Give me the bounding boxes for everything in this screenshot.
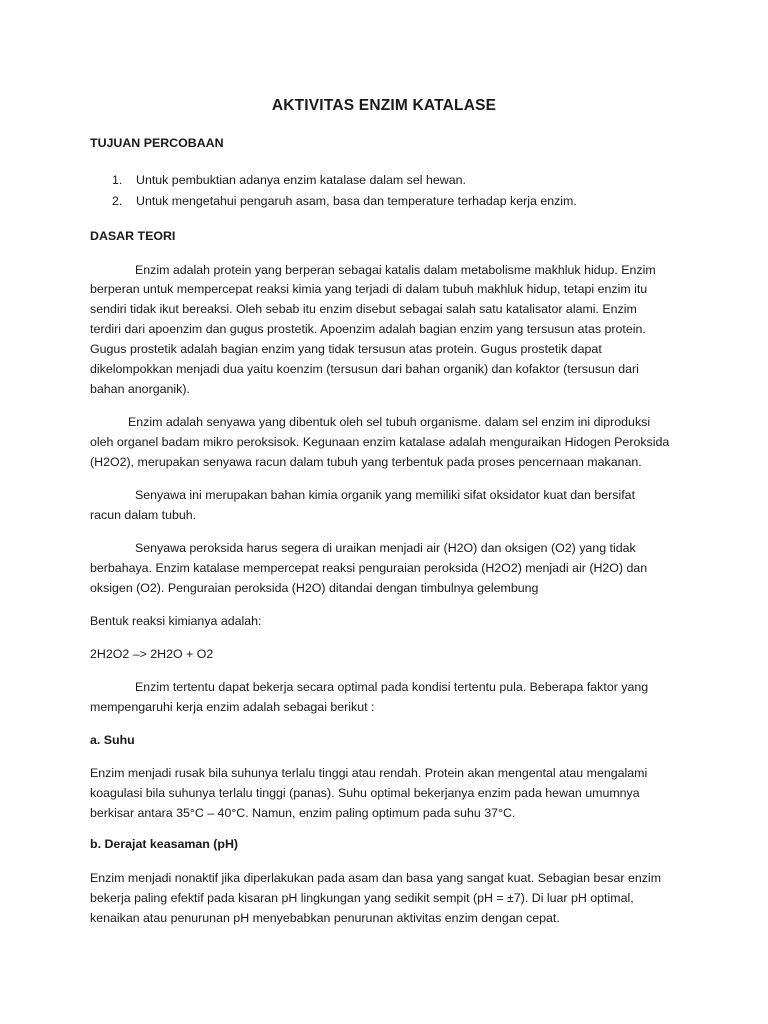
paragraph-line: berkisar antara 35°C – 40°C. Namun, enzim paling optimum pada suhu 37°C.: [90, 806, 516, 820]
paragraph-line: Enzim menjadi rusak bila suhunya terlalu tinggi atau rendah. Protein akan mengental atau mengalami: [90, 766, 648, 780]
paragraph-line: Enzim adalah senyawa yang dibentuk oleh sel tubuh organisme. dalam sel enzim ini diproduksi: [128, 415, 651, 429]
paragraph-line: Senyawa ini merupakan bahan kimia organik yang memiliki sifat oksidator kuat dan bersifat: [135, 488, 636, 502]
paragraph-line: berperan untuk mempercepat reaksi kimia yang terjadi di dalam tubuh makhluk hidup, tetapi enzim itu: [90, 282, 648, 296]
page-title: AKTIVITAS ENZIM KATALASE: [271, 97, 497, 114]
list-item-number: 2.: [112, 194, 123, 208]
section-heading-dasar-teori: DASAR TEORI: [90, 229, 176, 243]
paragraph-line: racun dalam tubuh.: [90, 508, 197, 522]
paragraph-line: kenaikan atau penurunan pH menyebabkan penurunan aktivitas enzim dengan cepat.: [90, 911, 560, 925]
paragraph-line: dikelompokkan menjadi dua yaitu koenzim (tersusun dari bahan organik) dan kofaktor (tersusun dari: [90, 362, 639, 376]
paragraph-line: Enzim tertentu dapat bekerja secara optimal pada kondisi tertentu pula. Beberapa faktor yang: [135, 680, 649, 694]
list-item-text: Untuk pembuktian adanya enzim katalase dalam sel hewan.: [136, 173, 466, 187]
paragraph-line: terdiri dari apoenzim dan gugus prostetik. Apoenzim adalah bagian enzim yang tersusun atas protein.: [90, 322, 646, 336]
paragraph-line: (H2O2), merupakan senyawa racun dalam tubuh yang terbentuk pada proses pencernaan makanan.: [90, 455, 642, 469]
paragraph-line: bahan anorganik).: [90, 382, 190, 396]
paragraph-line: oleh organel badam mikro peroksisok. Kegunaan enzim katalase adalah menguraikan Hidogen Peroksida: [90, 435, 670, 449]
paragraph-line: Enzim menjadi nonaktif jika diperlakukan pada asam dan basa yang sangat kuat. Sebagian besar enzim: [90, 871, 662, 885]
paragraph-line: sendiri tidak ikut bereaksi. Oleh sebab itu enzim disebut sebagai salah satu katalisator alami. Enzim: [90, 302, 637, 316]
paragraph-line: mempengaruhi kerja enzim adalah sebagai berikut :: [90, 700, 375, 714]
list-item: [112, 170, 466, 190]
paragraph-line: oksigen (O2). Penguraian peroksida (H2O) ditandai dengan timbulnya gelembung: [90, 581, 539, 595]
reaction-label: Bentuk reaksi kimianya adalah:: [90, 614, 262, 628]
list-item-text: Untuk mengetahui pengaruh asam, basa dan temperature terhadap kerja enzim.: [136, 194, 577, 208]
list-item-number: 1.: [112, 173, 123, 187]
section-heading-ph: b. Derajat keasaman (pH): [90, 837, 239, 851]
section-heading-tujuan: TUJUAN PERCOBAAN: [90, 136, 224, 150]
section-heading-suhu: a. Suhu: [90, 733, 135, 747]
paragraph-line: Senyawa peroksida harus segera di uraikan menjadi air (H2O) dan oksigen (O2) yang tidak: [135, 541, 636, 555]
paragraph-line: bekerja paling efektif pada kisaran pH lingkungan yang sedikit sempit (pH = ±7). Di luar pH optimal,: [90, 891, 634, 905]
list-item: [112, 191, 577, 211]
paragraph-line: Gugus prostetik adalah bagian enzim yang tidak tersusun atas protein. Gugus prostetik dapat: [90, 342, 602, 356]
paragraph-line: Enzim adalah protein yang berperan sebagai katalis dalam metabolisme makhluk hidup. Enzim: [135, 263, 656, 277]
reaction-equation: 2H2O2 –> 2H2O + O2: [90, 647, 214, 661]
paragraph-line: koagulasi bila suhunya terlalu tinggi (panas). Suhu optimal bekerjanya enzim pada hewan umumnya: [90, 786, 640, 800]
paragraph-line: berbahaya. Enzim katalase mempercepat reaksi penguraian peroksida (H2O2) menjadi air (H2O) dan: [90, 561, 648, 575]
